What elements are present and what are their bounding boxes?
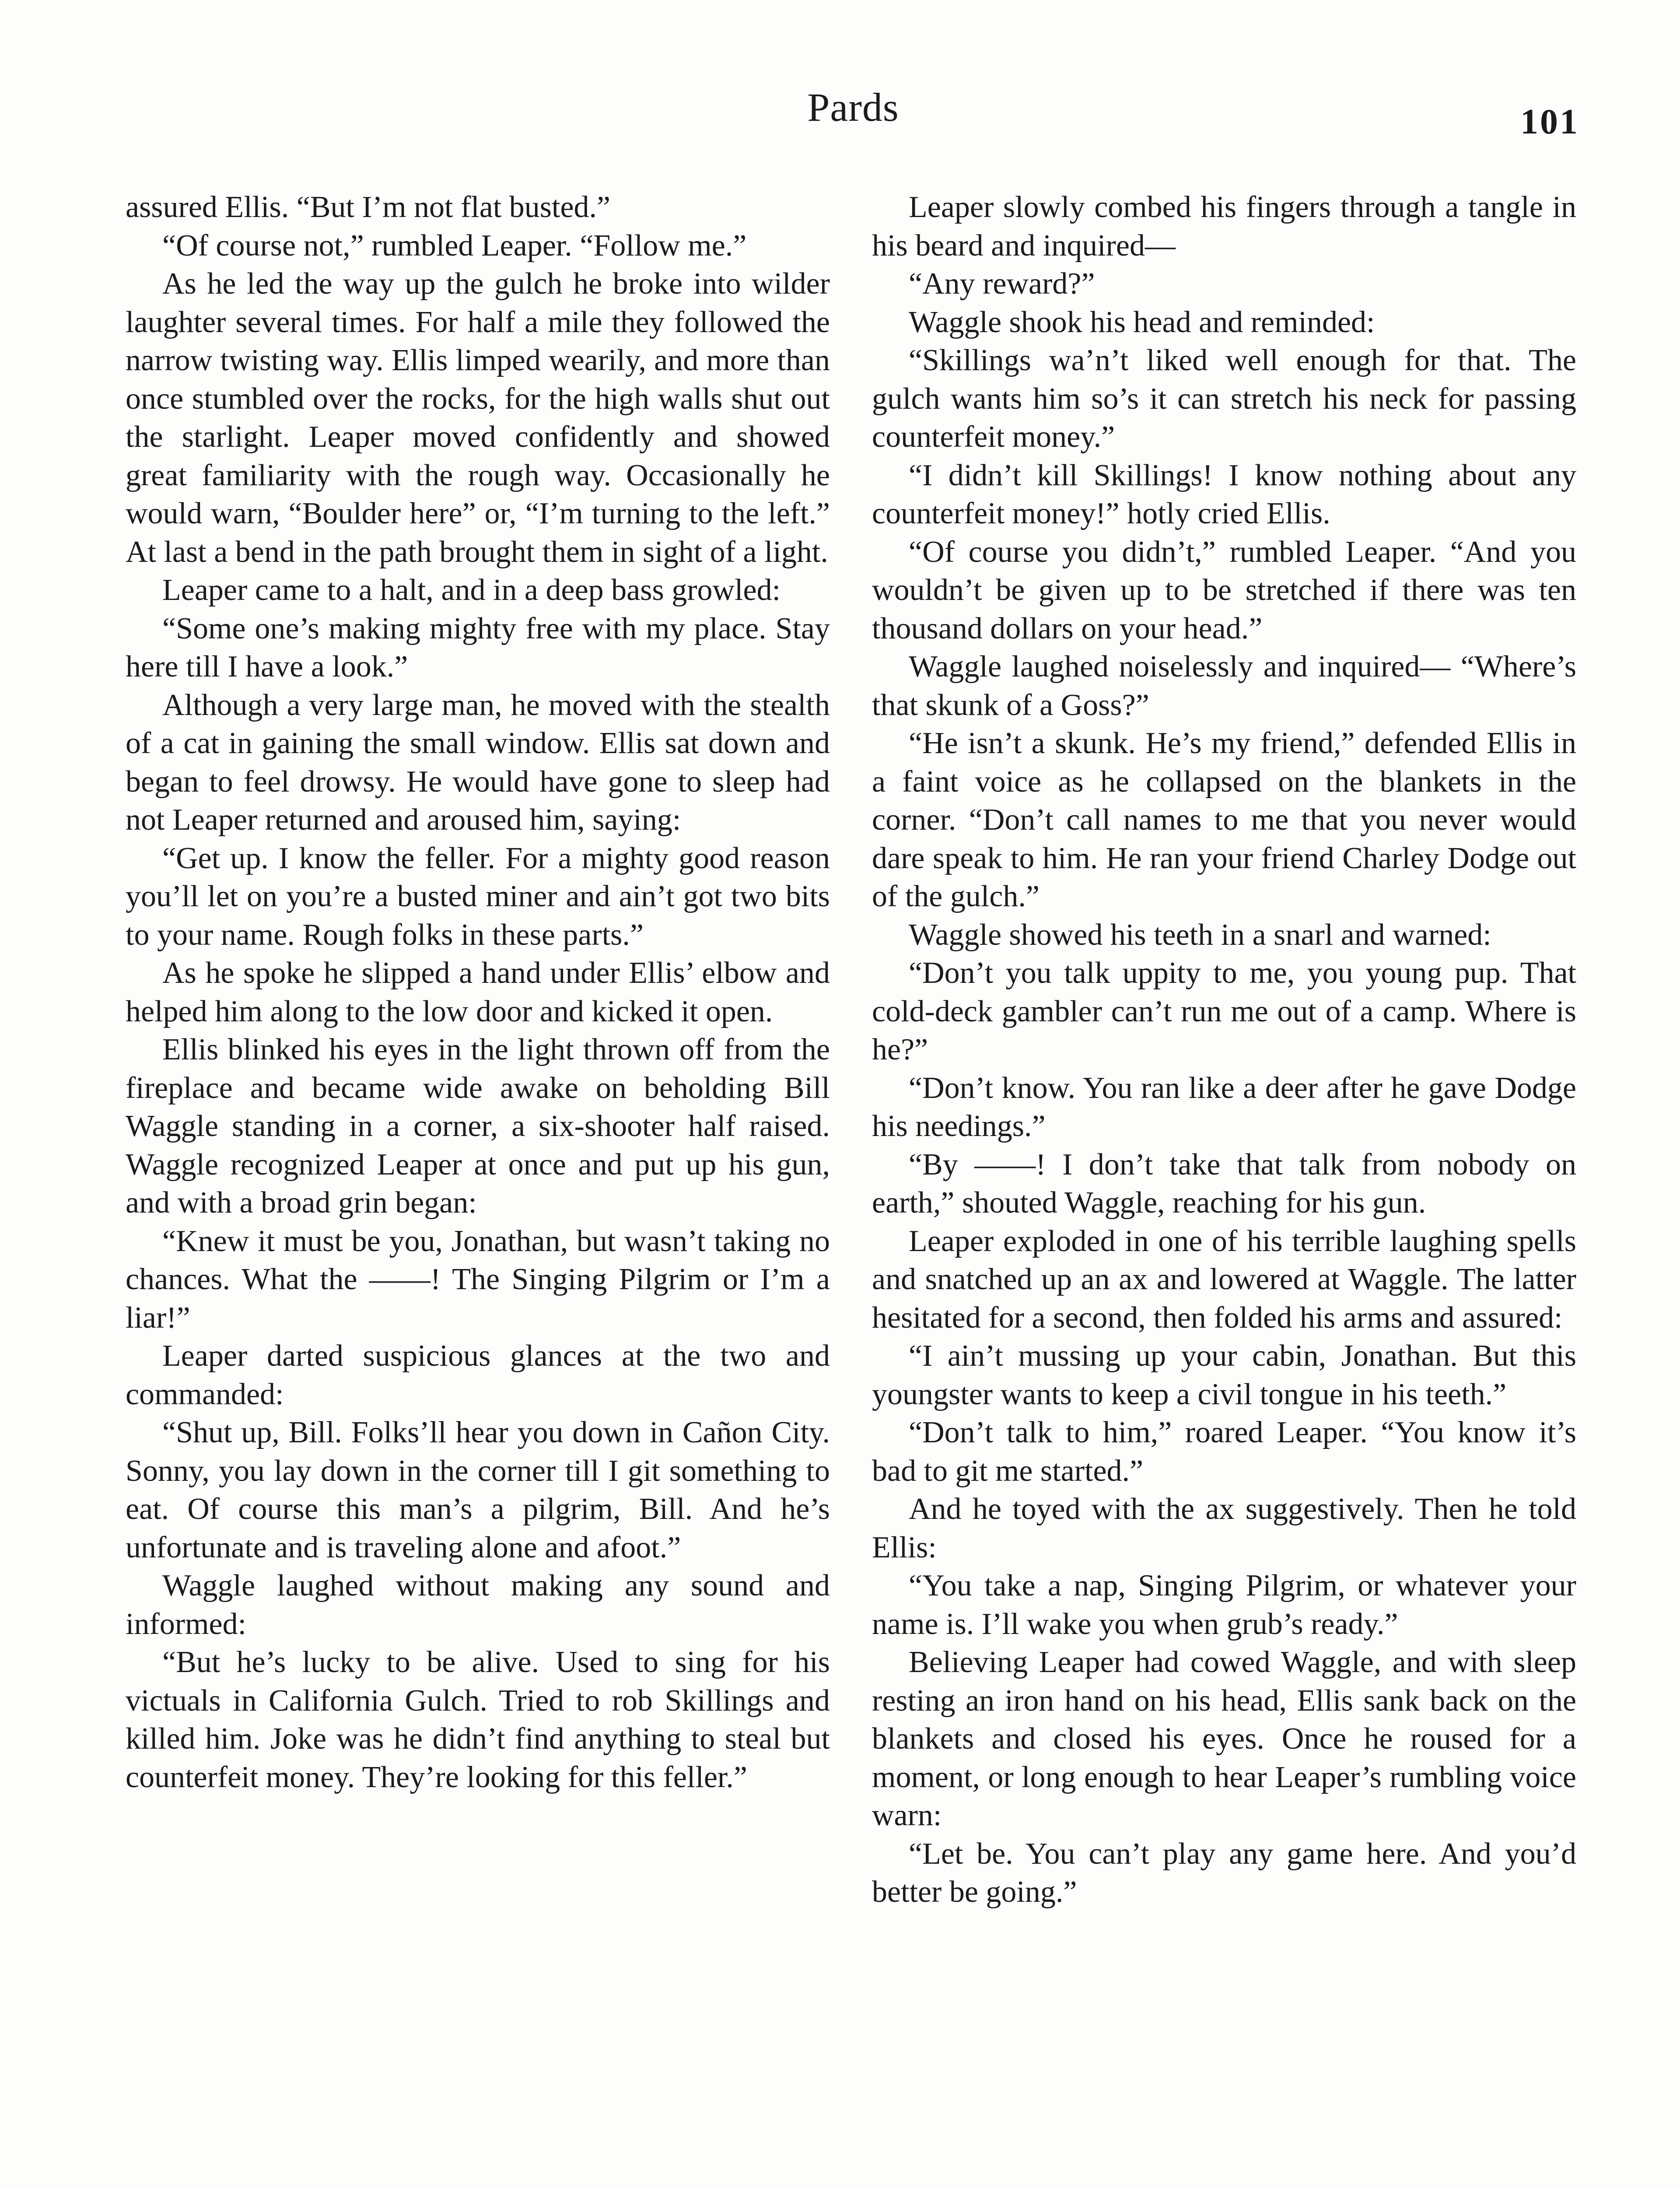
paragraph: Believing Leaper had cowed Waggle, and with sleep resting an iron hand on his head, Ellis sank back on the blankets and closed his eyes. Once he roused for a moment, or long enough to hear Leaper’s rumbling voice warn: (872, 1645, 1576, 1832)
paragraph: “By ——! I don’t take that talk from nobody on earth,” shouted Waggle, reaching for his gun. (872, 1147, 1576, 1220)
paragraph: Ellis blinked his eyes in the light thrown off from the fireplace and became wide awake on beholding Bill Waggle standing in a corner, a six-shooter half raised. Waggle recognized Leaper at once and put up his gun, and with a broad grin began: (126, 1033, 830, 1220)
right-text-column (872, 188, 1576, 1911)
paragraph: Although a very large man, he moved with the stealth of a cat in gaining the small window. Ellis sat down and began to feel drowsy. He would have gone to sleep had not Leaper returned and aroused him, saying: (126, 688, 830, 837)
paragraph: “Don’t talk to him,” roared Leaper. “You know it’s bad to git me started.” (872, 1416, 1576, 1488)
paragraph: assured Ellis. “But I’m not flat busted.” (126, 190, 611, 224)
paragraph: “Any reward?” (909, 267, 1095, 301)
paragraph: Waggle laughed without making any sound and informed: (126, 1569, 830, 1641)
paragraph: “Of course not,” rumbled Leaper. “Follow me.” (162, 228, 747, 263)
paragraph: And he toyed with the ax suggestively. Then he told Ellis: (872, 1492, 1576, 1564)
paragraph: “Get up. I know the feller. For a mighty good reason you’ll let on you’re a busted miner and ain’t got two bits to your name. Rough folks in these parts.” (126, 841, 830, 952)
paragraph: “Knew it must be you, Jonathan, but wasn’t taking no chances. What the ——! The Singing Pilgrim or I’m a liar!” (126, 1224, 830, 1335)
running-head: Pards (807, 85, 899, 130)
paragraph: “But he’s lucky to be alive. Used to sing for his victuals in California Gulch. Tried to rob Skillings and killed him. Joke was he didn’t find anything to steal but counterfeit money. They’re looking for this feller.” (126, 1645, 830, 1794)
paragraph: “He isn’t a skunk. He’s my friend,” defended Ellis in a faint voice as he collapsed on the blankets in the corner. “Don’t call names to me that you never would dare speak to him. He ran your friend Charley Dodge out of the gulch.” (872, 726, 1576, 913)
paragraph: “Skillings wa’n’t liked well enough for that. The gulch wants him so’s it can stretch his neck for passing counterfeit money.” (872, 344, 1576, 454)
paragraph: “Shut up, Bill. Folks’ll hear you down in Cañon City. Sonny, you lay down in the corner till I git something to eat. Of course this man’s a pilgrim, Bill. And he’s unfortunate and is traveling alone and afoot.” (126, 1416, 830, 1564)
page-number: 101 (1520, 102, 1579, 141)
paragraph: “Don’t know. You ran like a deer after he gave Dodge his needings.” (872, 1071, 1576, 1143)
paragraph: “You take a nap, Singing Pilgrim, or whatever your name is. I’ll wake you when grub’s ready.” (872, 1569, 1576, 1641)
paragraph: “Let be. You can’t play any game here. And you’d better be going.” (872, 1837, 1576, 1909)
paragraph: Leaper exploded in one of his terrible laughing spells and snatched up an ax and lowered at Waggle. The latter hesitated for a second, then folded his arms and assured: (872, 1224, 1576, 1335)
paragraph: Waggle laughed noiselessly and inquired— “Where’s that skunk of a Goss?” (872, 650, 1576, 722)
paragraph: Leaper darted suspicious glances at the two and commanded: (126, 1339, 830, 1411)
paragraph: “Don’t you talk uppity to me, you young pup. That cold-deck gambler can’t run me out of a camp. Where is he?” (872, 956, 1576, 1066)
paragraph: “Some one’s making mighty free with my place. Stay here till I have a look.” (126, 611, 830, 684)
left-text-column (126, 188, 830, 1796)
paragraph: Leaper came to a halt, and in a deep bass growled: (162, 573, 781, 607)
paragraph: “I ain’t mussing up your cabin, Jonathan. But this youngster wants to keep a civil tongue in his teeth.” (872, 1339, 1576, 1411)
paragraph: Waggle showed his teeth in a snarl and warned: (909, 918, 1491, 952)
paragraph: Waggle shook his head and reminded: (909, 305, 1375, 339)
paragraph: As he led the way up the gulch he broke into wilder laughter several times. For half a mile they followed the narrow twisting way. Ellis limped wearily, and more than once stumbled over the rocks, for the high walls shut out the starlight. Leaper moved confidently and showed great familiarity with the rough way. Occasionally he would warn, “Boulder here” or, “I’m turning to the left.” At last a bend in the path brought them in sight of a light. (126, 267, 830, 569)
paragraph: As he spoke he slipped a hand under Ellis’ elbow and helped him along to the low door and kicked it open. (126, 956, 830, 1028)
paragraph: Leaper slowly combed his fingers through a tangle in his beard and inquired— (872, 190, 1576, 263)
paragraph: “I didn’t kill Skillings! I know nothing about any counterfeit money!” hotly cried Ellis. (872, 458, 1576, 530)
paragraph: “Of course you didn’t,” rumbled Leaper. “And you wouldn’t be given up to be stretched if there was ten thousand dollars on your head.” (872, 535, 1576, 645)
